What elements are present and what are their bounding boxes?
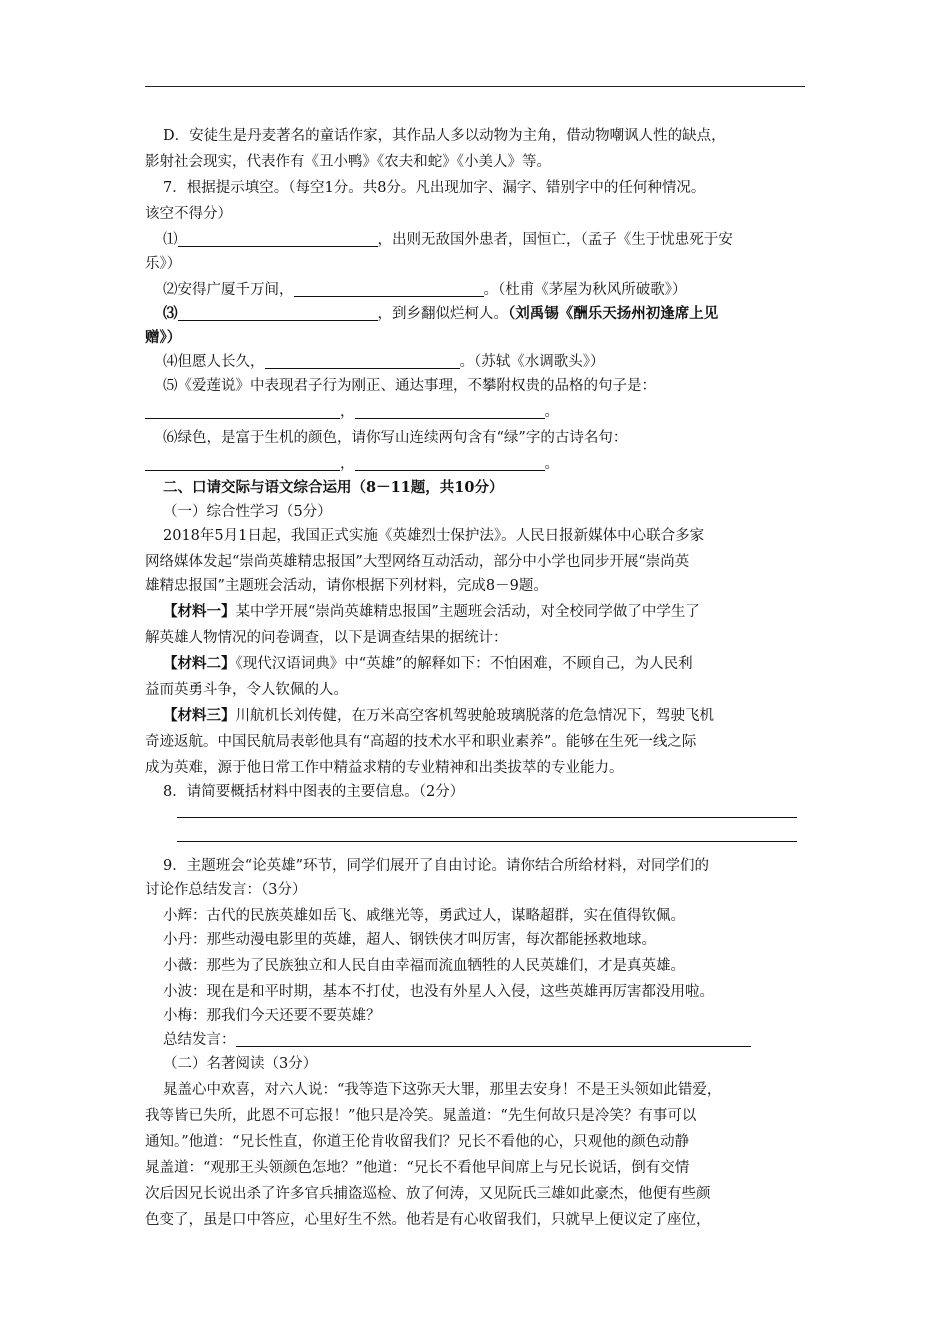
reading-line-2: 我等皆已失所，此恩不可忘报！”他只是冷笑。晁盖道：“先生何故只是冷笑？有事可以 <box>145 1108 697 1124</box>
option-d-line-1: D．安徒生是丹麦著名的童话作家，其作品人多以动物为主角，借动物嘲讽人性的缺点， <box>163 128 726 144</box>
question-7-line-2: 该空不得分） <box>145 206 232 222</box>
fill-1-cont: 乐》） <box>145 256 182 272</box>
fill-6-blank-b[interactable] <box>355 455 545 471</box>
material-2-line-2: 益而英勇斗争，令人钦佩的人。 <box>145 682 348 698</box>
fill-6-answers: ， 。 <box>145 454 559 474</box>
subsection-1-heading: （一）综合性学习（5分） <box>163 504 332 520</box>
intro-line-3: 雄精忠报国”主题班会活动，请你根据下列材料，完成8－9题。 <box>145 578 548 594</box>
speaker-xiaodan: 小丹：那些动漫电影里的英雄，超人、钢铁侠才叫厉害，每次都能拯救地球。 <box>163 932 656 948</box>
header-rule <box>145 86 805 87</box>
summary-line: 总结发言： <box>163 1030 751 1050</box>
speaker-xiaowei: 小薇：那些为了民族独立和人民自由幸福而流血牺牲的人民英雄们，才是真英雄。 <box>163 958 685 974</box>
fill-2-blank[interactable] <box>294 281 484 297</box>
answer-line-q8-2[interactable] <box>177 841 797 842</box>
fill-2: ⑵安得广厦千万间， 。（杜甫《茅屋为秋风所破歌》） <box>163 282 687 298</box>
reading-line-3: 通知。”他道：“兄长性直，你道王伦肯收留我们？兄长不看他的心，只观他的颜色动静 <box>145 1134 690 1150</box>
fill-1-blank[interactable] <box>178 231 378 247</box>
question-9-line-2: 讨论作总结发言：（3分） <box>145 882 307 898</box>
intro-line-2: 网络媒体发起“崇尚英雄精忠报国”大型网络互动活动，部分中小学也同步开展“崇尚英 <box>145 554 690 570</box>
material-3-line-2: 奇迹返航。中国民航局表彰他具有“高超的技术水平和职业素养”。能够在生死一线之际 <box>145 734 697 750</box>
fill-5-prompt: ⑸《爱莲说》中表现君子行为刚正、通达事理，不攀附权贵的品格的句子是： <box>163 378 656 394</box>
fill-5-blank-a[interactable] <box>145 403 340 419</box>
question-9-line-1: 9．主题班会“论英雄”环节，同学们展开了自由讨论。请你结合所给材料，对同学们的 <box>163 858 710 874</box>
fill-3-blank[interactable] <box>178 305 378 321</box>
speaker-xiaohui: 小辉：古代的民族英雄如岳飞、戚继光等，勇武过人，谋略超群，实在值得钦佩。 <box>163 908 685 924</box>
fill-1: ⑴ ，出则无敌国外患者，国恒亡，（孟子《生于忧患死于安 <box>163 232 733 248</box>
fill-5-answers: ， 。 <box>145 402 559 422</box>
reading-line-6: 色变了，虽是口中答应，心里好生不然。他若是有心收留我们，只就早上便议定了座位， <box>145 1212 711 1228</box>
reading-line-1: 晁盖心中欢喜，对六人说：“我等造下这弥天大罪，那里去安身！不是王头领如此错爱， <box>163 1082 722 1098</box>
intro-line-1: 2018年5月1日起，我国正式实施《英雄烈士保护法》。人民日报新媒体中心联合多家 <box>163 528 705 544</box>
speaker-xiaomei: 小梅：那我们今天还要不要英雄？ <box>163 1008 381 1024</box>
fill-6-blank-a[interactable] <box>145 455 340 471</box>
material-3-line-1: 【材料三】川航机长刘传健，在万米高空客机驾驶舱玻璃脱落的危急情况下，驾驶飞机 <box>163 707 714 724</box>
fill-3-cont: 赠》） <box>145 329 182 346</box>
subsection-2-heading: （二）名著阅读（3分） <box>163 1056 318 1072</box>
summary-blank[interactable] <box>236 1031 751 1047</box>
reading-line-4: 晁盖道：“观那王头领颜色怎地？”他道：“兄长不看他早间席上与兄长说话，倒有交情 <box>145 1160 690 1176</box>
material-1-line-1: 【材料一】某中学开展“崇尚英雄精忠报国”主题班会活动，对全校同学做了中学生了 <box>163 603 700 620</box>
material-1-line-2: 解英雄人物情况的问卷调查，以下是调查结果的据统计： <box>145 630 508 646</box>
fill-6-prompt: ⑹绿色，是富于生机的颜色，请你写山连续两句含有“绿”字的古诗名句： <box>163 430 628 446</box>
fill-4-blank[interactable] <box>265 353 460 369</box>
section-2-heading: 二、口请交际与语文综合运用（8－11题，共10分） <box>163 479 504 496</box>
reading-line-5: 次后因兄长说出杀了许多官兵捕盗巡检、放了何涛，又见阮氏三雄如此豪杰，他便有些颜 <box>145 1186 711 1202</box>
fill-4: ⑷但愿人长久， 。（苏轼《水调歌头》） <box>163 354 605 370</box>
material-3-line-3: 成为英难，源于他日常工作中精益求精的专业精神和出类拔萃的专业能力。 <box>145 760 624 776</box>
answer-line-q8-1[interactable] <box>177 817 797 818</box>
question-7-line-1: 7．根据提示填空。（每空1分。共8分。凡出现加字、漏字、错别字中的任何种情况。 <box>163 180 706 196</box>
fill-3: ⑶ ，到乡翻似烂柯人。（刘禹锡《酬乐天扬州初逢席上见 <box>163 305 719 322</box>
fill-5-blank-b[interactable] <box>355 403 545 419</box>
speaker-xiaobo: 小波：现在是和平时期，基本不打仗，也没有外星人入侵，这些英雄再厉害都没用啦。 <box>163 984 714 1000</box>
option-d-line-2: 影射社会现实，代表作有《丑小鸭》《农夫和蛇》《小美人》等。 <box>145 154 551 170</box>
question-8: 8．请简要概括材料中图表的主要信息。（2分） <box>163 784 465 800</box>
material-2-line-1: 【材料二】《现代汉语词典》中“英雄”的解释如下：不怕困难，不顾自己，为人民利 <box>163 655 693 672</box>
